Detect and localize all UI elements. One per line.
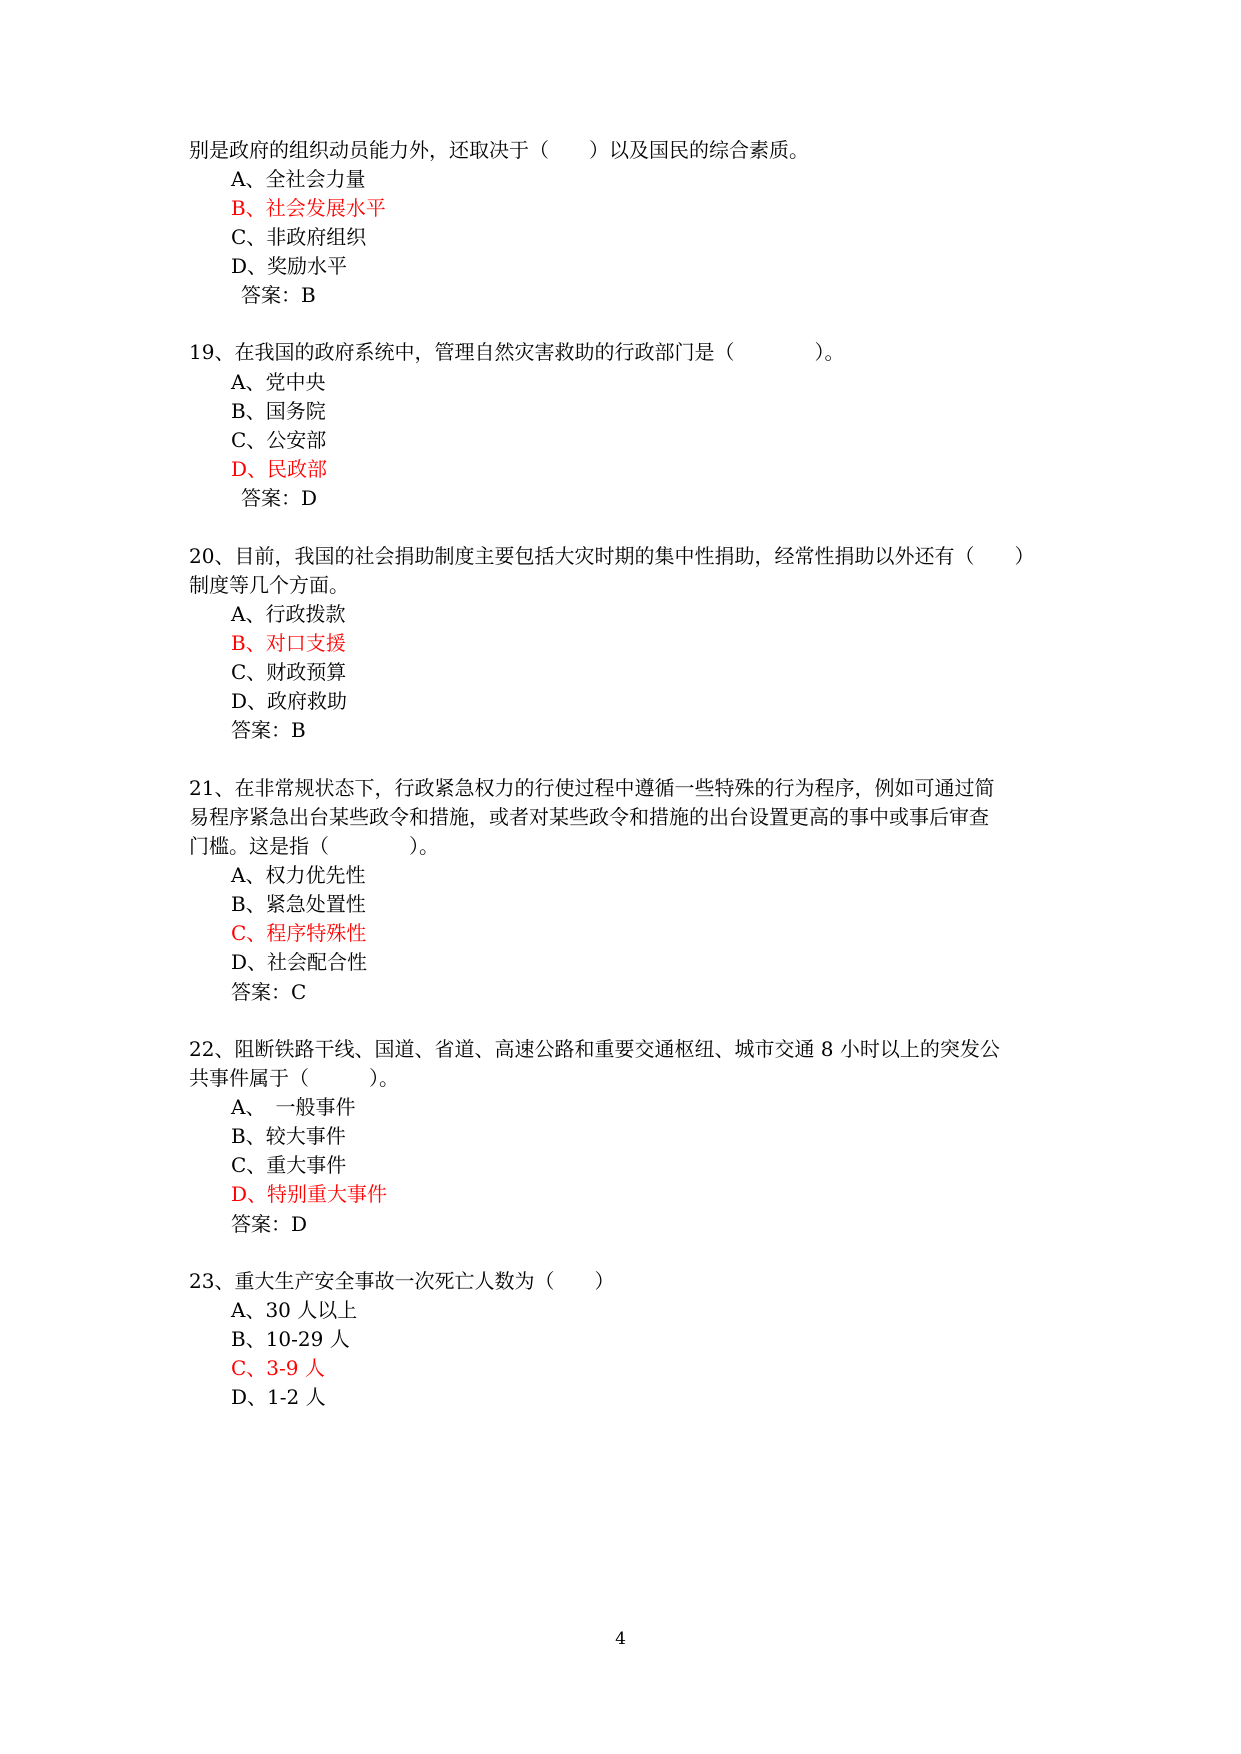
question-19-option-c: C、公安部 xyxy=(231,428,327,452)
question-23-option-b: B、10-29 人 xyxy=(231,1327,350,1351)
question-18-option-c: C、非政府组织 xyxy=(231,225,367,249)
question-19-option-d-correct: D、民政部 xyxy=(231,457,328,481)
question-19-option-b: B、国务院 xyxy=(231,399,326,423)
question-19-option-a: A、党中央 xyxy=(231,370,326,394)
question-20-option-c: C、财政预算 xyxy=(231,660,347,684)
question-18-answer: 答案：B xyxy=(241,283,316,307)
question-19-text-line-1: 19、在我国的政府系统中，管理自然灾害救助的行政部门是（ ）。 xyxy=(189,340,845,364)
question-18-option-d: D、奖励水平 xyxy=(231,254,348,278)
question-20-text-line-2: 制度等几个方面。 xyxy=(189,573,349,597)
question-21-option-a: A、权力优先性 xyxy=(231,863,366,887)
question-23-option-d: D、1-2 人 xyxy=(231,1385,326,1409)
question-20-option-a: A、行政拨款 xyxy=(231,602,346,626)
question-22-answer: 答案：D xyxy=(231,1212,308,1236)
question-20-option-d: D、政府救助 xyxy=(231,689,348,713)
question-21-text-line-1: 21、在非常规状态下，行政紧急权力的行使过程中遵循一些特殊的行为程序，例如可通过简 xyxy=(189,776,995,800)
question-21-option-b: B、紧急处置性 xyxy=(231,892,366,916)
question-22-option-d-correct: D、特别重大事件 xyxy=(231,1182,388,1206)
question-23-option-c-correct: C、3-9 人 xyxy=(231,1356,325,1380)
question-20-answer: 答案：B xyxy=(231,718,306,742)
question-21-option-d: D、社会配合性 xyxy=(231,950,368,974)
question-23-option-a: A、30 人以上 xyxy=(231,1298,358,1322)
question-21-text-line-2: 易程序紧急出台某些政令和措施，或者对某些政令和措施的出台设置更高的事中或事后审查 xyxy=(189,805,989,829)
question-22-option-b: B、较大事件 xyxy=(231,1124,346,1148)
question-18-text-line-1: 别是政府的组织动员能力外，还取决于（ ）以及国民的综合素质。 xyxy=(189,138,809,162)
question-20-text-line-1: 20、目前，我国的社会捐助制度主要包括大灾时期的集中性捐助，经常性捐助以外还有（ ） xyxy=(189,544,1035,568)
question-18-option-a: A、全社会力量 xyxy=(231,167,366,191)
question-21-answer: 答案：C xyxy=(231,980,307,1004)
question-22-text-line-1: 22、阻断铁路干线、国道、省道、高速公路和重要交通枢纽、城市交通 8 小时以上的突发公 xyxy=(189,1037,1000,1061)
question-22-option-c: C、重大事件 xyxy=(231,1153,347,1177)
question-21-text-line-3: 门槛。这是指（ ）。 xyxy=(189,834,439,858)
page-number: 4 xyxy=(615,1629,626,1649)
question-22-text-line-2: 共事件属于（ ）。 xyxy=(189,1066,399,1090)
question-20-option-b-correct: B、对口支援 xyxy=(231,631,346,655)
question-18-option-b-correct: B、社会发展水平 xyxy=(231,196,386,220)
question-23-text-line-1: 23、重大生产安全事故一次死亡人数为（ ） xyxy=(189,1269,615,1293)
question-22-option-a: A、 一般事件 xyxy=(231,1095,356,1119)
question-19-answer: 答案：D xyxy=(241,486,318,510)
question-21-option-c-correct: C、程序特殊性 xyxy=(231,921,367,945)
